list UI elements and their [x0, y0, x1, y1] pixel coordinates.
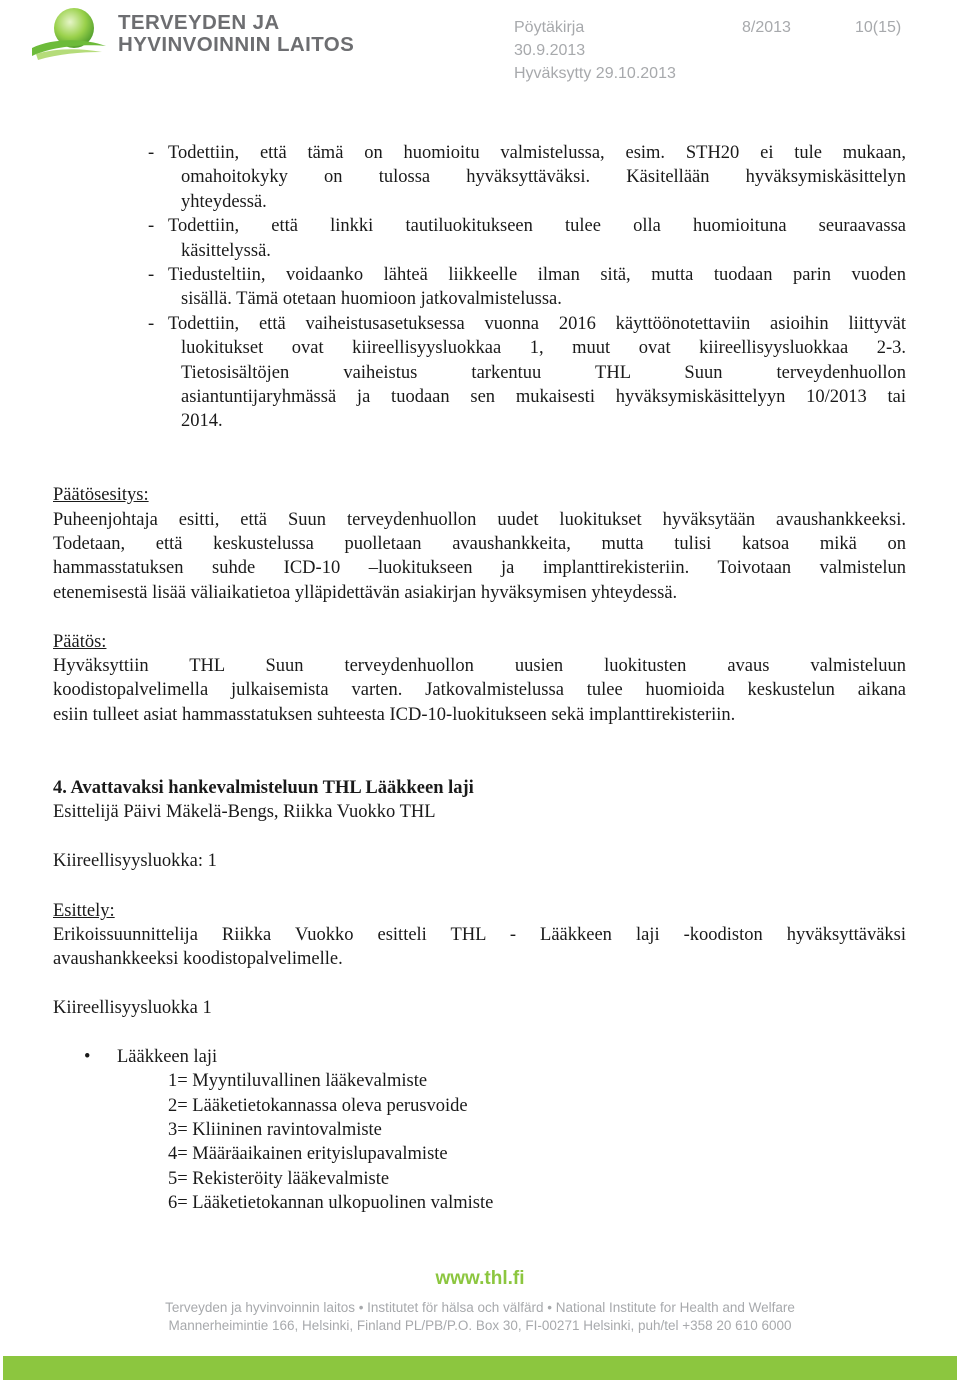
- footer-line-1: Terveyden ja hyvinvoinnin laitos • Institutet för hälsa och välfärd • National Institute for Health and Welfare: [165, 1300, 795, 1315]
- list-item-cont: 2014.: [181, 411, 223, 431]
- list-item: 6= Lääketietokannan ulkopuolinen valmiste: [168, 1193, 494, 1213]
- urgency-class: Kiireellisyysluokka: 1: [53, 851, 217, 871]
- page-number: 10(15): [855, 19, 902, 36]
- doc-number: 8/2013: [742, 19, 791, 36]
- urgency-class-2: Kiireellisyysluokka 1: [53, 998, 212, 1018]
- footer-bar: [3, 1356, 957, 1380]
- list-item: 5= Rekisteröity lääkevalmiste: [168, 1169, 390, 1189]
- list-item: Todettiin, että linkki tautiluokitukseen tulee olla huomioituna seuraavassa: [168, 216, 906, 236]
- list-item-cont: yhteydessä.: [181, 192, 267, 212]
- bullet-icon: •: [84, 1047, 91, 1067]
- proposal-text: hammasstatuksen suhde ICD-10 –luokitukseen ja implanttirekisteriin. Toivotaan valmistelun: [53, 558, 906, 578]
- decision-text: koodistopalvelimella julkaisemista varten. Jatkovalmistelussa tulee huomioida keskustelun aikana: [53, 680, 906, 700]
- list-item: Todettiin, että vaiheistusasetuksessa vuonna 2016 käyttöönotettaviin asioihin liittyvät: [168, 314, 906, 334]
- bullet-label: Lääkkeen laji: [117, 1047, 218, 1067]
- presentation-heading: Esittely:: [53, 901, 115, 921]
- list-item: 1= Myyntiluvallinen lääkevalmiste: [168, 1071, 428, 1091]
- doc-type: Pöytäkirja: [514, 19, 585, 36]
- list-item: 3= Kliininen ravintovalmiste: [168, 1120, 382, 1140]
- proposal-text: etenemisestä lisää väliaikatietoa ylläpidettävän asiakirjan hyväksymisen yhteydessä.: [53, 583, 678, 603]
- decision-text: Hyväksyttiin THL Suun terveydenhuollon uusien luokitusten avaus valmisteluun: [53, 656, 906, 676]
- list-item-cont: luokitukset ovat kiireellisyysluokkaa 1, muut ovat kiireellisyysluokkaa 2-3.: [181, 338, 906, 358]
- list-item-cont: omahoitokyky on tulossa hyväksyttäväksi. Käsitellään hyväksymiskäsittelyn: [181, 167, 906, 187]
- presentation-text: avaushankkeeksi koodistopalvelimelle.: [53, 949, 343, 969]
- footer-line-2: Mannerheimintie 166, Helsinki, Finland PL/PB/P.O. Box 30, FI-00271 Helsinki, puh/tel +358 20 610 6000: [168, 1318, 792, 1333]
- list-item: 4= Määräaikainen erityislupavalmiste: [168, 1144, 448, 1164]
- proposal-heading: Päätösesitys:: [53, 485, 149, 505]
- section-title: 4. Avattavaksi hankevalmisteluun THL Lääkkeen laji: [53, 778, 474, 798]
- decision-text: esiin tulleet asiat hammasstatuksen suhteesta ICD-10-luokitukseen sekä implanttirekisteriin.: [53, 705, 736, 725]
- proposal-text: Todetaan, että keskustelussa puolletaan avaushankkeita, mutta tulisi katsoa mikä on: [53, 534, 906, 554]
- list-item-cont: Tietosisältöjen vaiheistus tarkentuu THL Suun terveydenhuollon: [181, 363, 906, 383]
- thl-logo-icon: [28, 4, 108, 62]
- list-item-cont: asiantuntijaryhmässä ja tuodaan sen mukaisesti hyväksymiskäsittelyyn 10/2013 tai: [181, 387, 906, 407]
- list-item-cont: käsittelyssä.: [181, 241, 271, 261]
- org-name-line1: TERVEYDEN JA: [118, 11, 280, 34]
- presentation-text: Erikoissuunnittelija Riikka Vuokko esitteli THL - Lääkkeen laji -koodiston hyväksyttäväksi: [53, 925, 906, 945]
- thl-logo: [28, 4, 388, 62]
- list-item: Tiedusteltiin, voidaanko lähteä liikkeelle ilman sitä, mutta tuodaan parin vuoden: [168, 265, 906, 285]
- list-item: 2= Lääketietokannassa oleva perusvoide: [168, 1096, 468, 1116]
- list-item: Todettiin, että tämä on huomioitu valmistelussa, esim. STH20 ei tule mukaan,: [168, 143, 906, 163]
- approved-date: Hyväksytty 29.10.2013: [514, 65, 676, 82]
- decision-heading: Päätös:: [53, 632, 107, 652]
- list-item-cont: sisällä. Tämä otetaan huomioon jatkovalmistelussa.: [181, 289, 562, 309]
- org-name-line2: HYVINVOINNIN LAITOS: [118, 33, 355, 56]
- meeting-date: 30.9.2013: [514, 42, 586, 59]
- presenters: Esittelijä Päivi Mäkelä-Bengs, Riikka Vuokko THL: [53, 802, 436, 822]
- website-link[interactable]: www.thl.fi: [435, 1268, 525, 1289]
- proposal-text: Puheenjohtaja esitti, että Suun terveydenhuollon uudet luokitukset hyväksytään avaushankkeeksi.: [53, 510, 906, 530]
